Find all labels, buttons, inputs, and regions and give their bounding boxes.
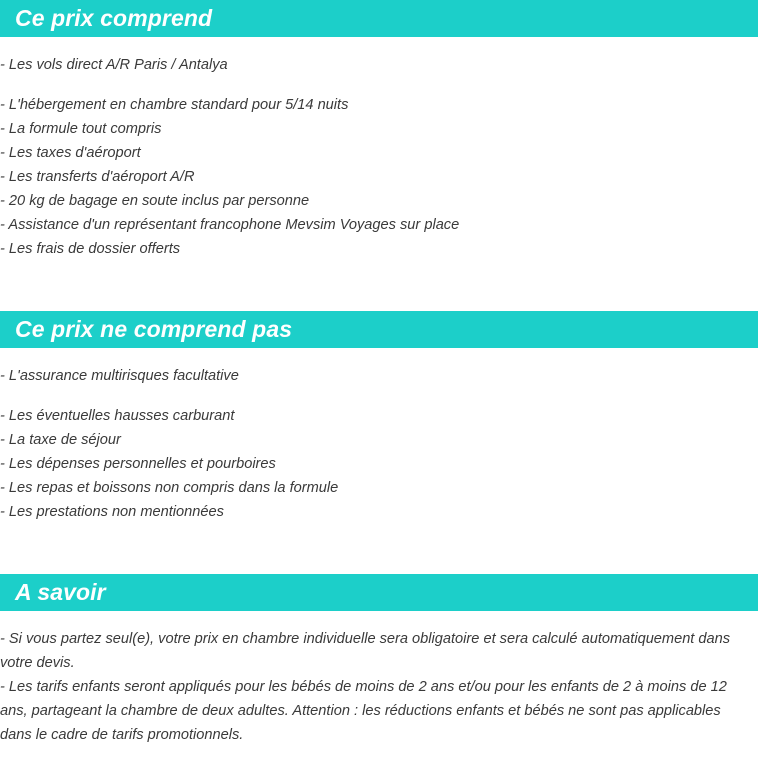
included-item: - Assistance d'un représentant francophone Mevsim Voyages sur place bbox=[0, 217, 460, 233]
section-header-good-to-know bbox=[0, 574, 758, 611]
included-item: - Les vols direct A/R Paris / Antalya bbox=[0, 57, 228, 73]
section-title-not-included: Ce prix ne comprend pas bbox=[15, 316, 293, 342]
included-item: - L'hébergement en chambre standard pour 5/14 nuits bbox=[0, 97, 349, 113]
not-included-item: - La taxe de séjour bbox=[0, 432, 121, 448]
section-title-included: Ce prix comprend bbox=[15, 5, 213, 31]
section-title-good-to-know: A savoir bbox=[15, 579, 106, 605]
included-item: - Les frais de dossier offerts bbox=[0, 241, 181, 257]
good-to-know-item: - Les tarifs enfants seront appliqués pour les bébés de moins de 2 ans et/ou pour les enfants de 2 à moins de 12 ans, partageant la chambre de deux adultes. Attention : les réductions enfants et bébés ne sont pas applicables dans le cadre de tarifs promotionnels. bbox=[0, 679, 727, 743]
included-item: - Les transferts d'aéroport A/R bbox=[0, 169, 195, 185]
section-header-not-included bbox=[0, 311, 758, 348]
good-to-know-item: - Si vous partez seul(e), votre prix en chambre individuelle sera obligatoire et sera calculé automatiquement dans votre devis. bbox=[0, 631, 731, 671]
not-included-item: - L'assurance multirisques facultative bbox=[0, 368, 239, 384]
not-included-item: - Les dépenses personnelles et pourboires bbox=[0, 456, 276, 472]
included-item: - Les taxes d'aéroport bbox=[0, 145, 141, 161]
included-item: - La formule tout compris bbox=[0, 121, 162, 137]
not-included-item: - Les prestations non mentionnées bbox=[0, 504, 224, 520]
not-included-item: - Les repas et boissons non compris dans la formule bbox=[0, 480, 339, 496]
not-included-item: - Les éventuelles hausses carburant bbox=[0, 408, 235, 424]
section-header-included bbox=[0, 0, 758, 37]
included-item: - 20 kg de bagage en soute inclus par personne bbox=[0, 193, 310, 209]
